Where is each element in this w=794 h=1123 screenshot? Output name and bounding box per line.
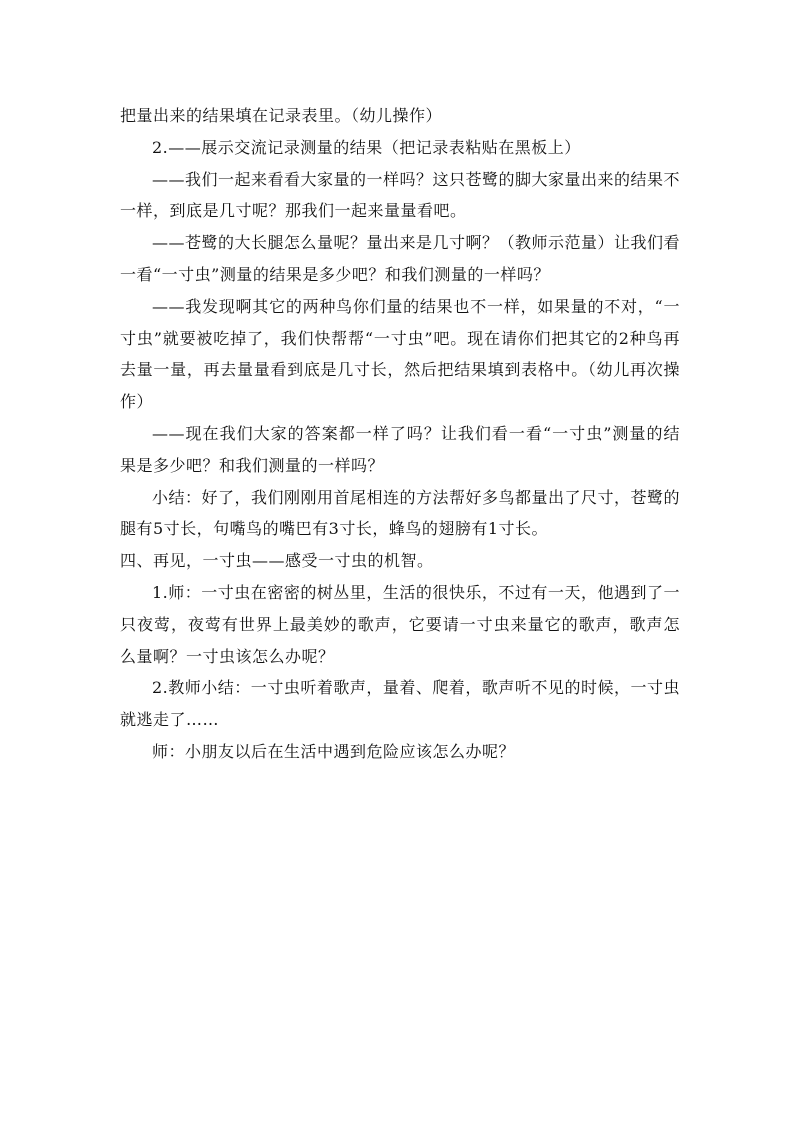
paragraph-summary: 小结：好了，我们刚刚用首尾相连的方法帮好多鸟都量出了尺寸，苍鹭的腿有5寸长，句嘴鸟的嘴巴有3寸长，蜂鸟的翅膀有1寸长。 [120, 487, 681, 539]
paragraph-measure-heron-leg: ——苍鹭的大长腿怎么量呢？量出来是几寸啊？（教师示范量）让我们看一看“一寸虫”测量的结果是多少吧？和我们测量的一样吗？ [120, 233, 681, 284]
paragraph-nightingale-story: 1.师：一寸虫在密密的树丛里，生活的很快乐，不过有一天，他遇到了一只夜莺，夜莺有世界上最美妙的歌声，它要请一寸虫来量它的歌声，歌声怎么量啊？一寸虫该怎么办呢？ [120, 582, 680, 666]
section-heading-goodbye: 四、再见，一寸虫——感受一寸虫的机智。 [120, 551, 434, 571]
paragraph-compare-heron-foot: ——我们一起来看看大家量的一样吗？这只苍鹭的脚大家量出来的结果不一样，到底是几寸呢？那我们一起来量量看吧。 [120, 169, 681, 221]
paragraph-teacher-summary: 2.教师小结：一寸虫听着歌声，量着、爬着，歌声听不见的时候，一寸虫就逃走了…… [120, 678, 680, 730]
document-body [120, 100, 680, 768]
paragraph-other-birds: ——我发现啊其它的两种鸟你们量的结果也不一样，如果量的不对，“一寸虫”就要被吃掉了，我们快帮帮“一寸虫”吧。现在请你们把其它的2种鸟再去量一量，再去量量看到底是几寸长，然后把结果填到表格中。（幼儿再次操作） [120, 296, 680, 412]
paragraph-display-results: 2.——展示交流记录测量的结果（把记录表粘贴在黑板上） [152, 137, 581, 157]
paragraph-answers-same: ——现在我们大家的答案都一样了吗？让我们看一看“一寸虫”测量的结果是多少吧？和我们测量的一样吗？ [120, 423, 680, 475]
paragraph-record-results: 把量出来的结果填在记录表里。（幼儿操作） [120, 106, 443, 125]
paragraph-closing-question: 师：小朋友以后在生活中遇到危险应该怎么办呢？ [152, 741, 516, 761]
